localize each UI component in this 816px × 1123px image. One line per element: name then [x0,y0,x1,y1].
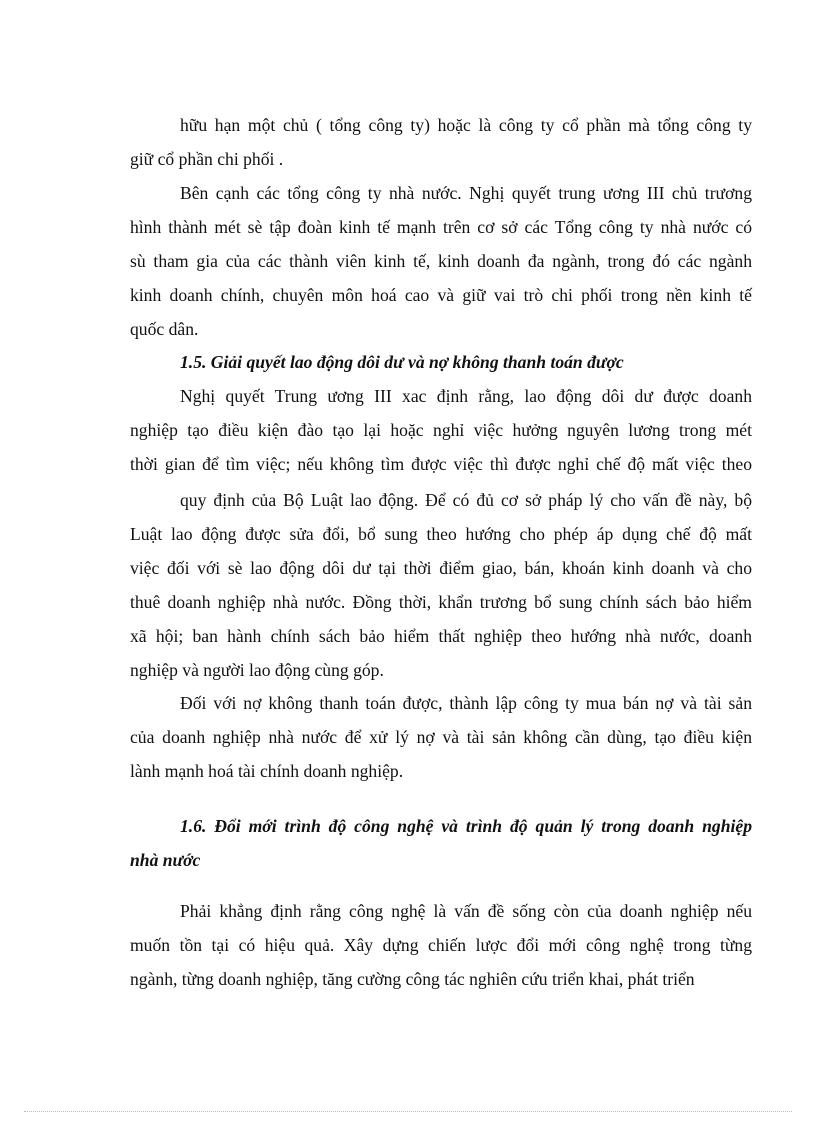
paragraph-line: quy định của Bộ Luật lao động. Để có đủ cơ sở pháp lý cho vấn đề này, bộ [180,490,752,510]
section-heading: 1.5. Giải quyết lao động dôi dư và nợ không thanh toán được [180,352,624,372]
paragraph-line: muốn tồn tại có hiệu quả. Xây dựng chiến lược đổi mới công nghệ trong từng [130,935,752,955]
section-heading: 1.6. Đổi mới trình độ công nghệ và trình độ quản lý trong doanh nghiệp [180,816,752,836]
paragraph-line: lành mạnh hoá tài chính doanh nghiệp. [130,761,404,781]
paragraph-line: xã hội; ban hành chính sách bảo hiểm thất nghiệp theo hướng nhà nước, doanh [130,626,752,646]
paragraph-line: hình thành mét sè tập đoàn kinh tế mạnh trên cơ sở các Tổng công ty nhà nước có [130,217,752,237]
paragraph-line: Đối với nợ không thanh toán được, thành lập công ty mua bán nợ và tài sản [180,693,752,713]
paragraph-line: Bên cạnh các tổng công ty nhà nước. Nghị quyết trung ương III chủ trương [180,183,752,203]
paragraph-line: quốc dân. [130,319,199,339]
paragraph-line: nghiệp và người lao động cùng góp. [130,660,384,680]
section-heading: nhà nước [130,850,201,870]
paragraph-line: thời gian để tìm việc; nếu không tìm được việc thì được nghỉ chế độ mất việc theo [130,454,752,474]
paragraph-line: Luật lao động được sửa đổi, bổ sung theo hướng cho phép áp dụng chế độ mất [130,524,752,544]
paragraph-line: việc đối với sè lao động dôi dư tại thời điểm giao, bán, khoán kinh doanh và cho [130,558,752,578]
paragraph-line: kinh doanh chính, chuyên môn hoá cao và giữ vai trò chi phối trong nền kinh tế [130,285,752,305]
paragraph-line: nghiệp tạo điều kiện đào tạo lại hoặc nghỉ việc hưởng nguyên lương trong mét [130,420,752,440]
paragraph-line: hữu hạn một chủ ( tổng công ty) hoặc là công ty cổ phần mà tổng công ty [180,115,752,135]
paragraph-line: thuê doanh nghiệp nhà nước. Đồng thời, khẩn trương bổ sung chính sách bảo hiểm [130,592,752,612]
footer-divider [24,1111,792,1112]
paragraph-line: Phải khẳng định rằng công nghệ là vấn đề sống còn của doanh nghiệp nếu [180,901,752,921]
paragraph-line: Nghị quyết Trung ương III xac định rằng, lao động dôi dư được doanh [180,386,752,406]
paragraph-line: của doanh nghiệp nhà nước để xử lý nợ và tài sản không cần dùng, tạo điều kiện [130,727,752,747]
paragraph-line: giữ cổ phần chi phối . [130,149,284,169]
paragraph-line: ngành, từng doanh nghiệp, tăng cường công tác nghiên cứu triển khai, phát triển [130,969,695,989]
paragraph-line: sù tham gia của các thành viên kinh tế, kinh doanh đa ngành, trong đó các ngành [130,251,752,271]
